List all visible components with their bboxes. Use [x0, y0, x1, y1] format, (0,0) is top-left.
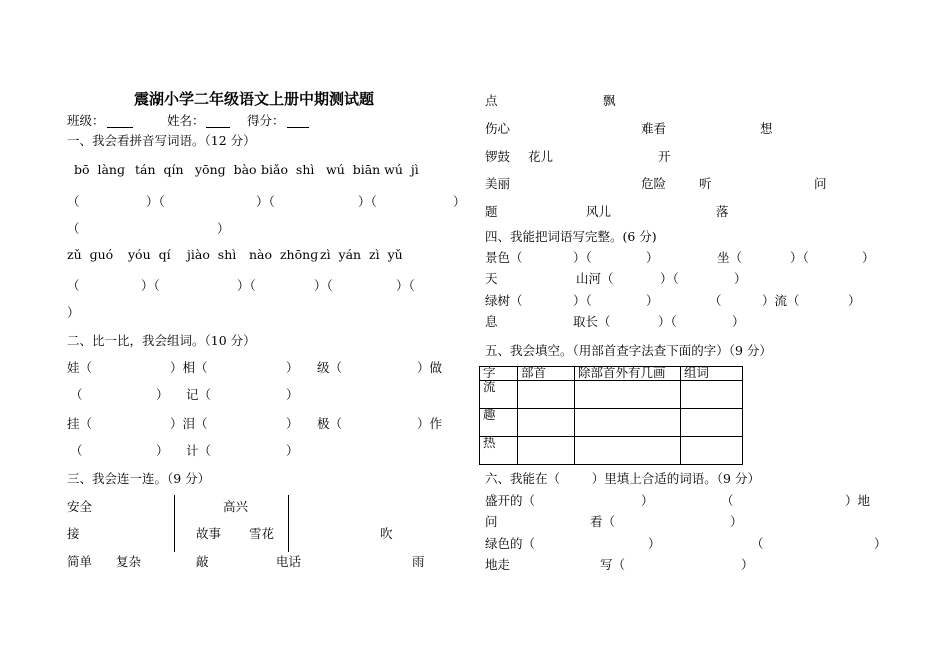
phrase-part[interactable]: 看（	[590, 514, 616, 529]
word-pair[interactable]: ）	[286, 387, 299, 402]
phrase-part[interactable]: ）（	[658, 314, 677, 329]
answer-paren[interactable]: （	[67, 194, 80, 209]
phrase-part[interactable]: 写（	[600, 557, 626, 572]
match-word[interactable]: 开	[658, 149, 671, 164]
word-pair[interactable]: ）作	[417, 416, 443, 431]
word-pair[interactable]: 级（	[317, 360, 343, 375]
match-word[interactable]: 难看	[641, 121, 667, 136]
match-word[interactable]: 接	[67, 526, 80, 541]
match-word[interactable]: 花儿	[528, 149, 554, 164]
phrase-part[interactable]: （	[721, 493, 734, 508]
word-pair[interactable]: 计（	[186, 443, 212, 458]
phrase-part[interactable]: ）	[848, 293, 861, 308]
match-word[interactable]: 复杂	[116, 554, 142, 569]
phrase-part[interactable]: ）	[648, 536, 661, 551]
phrase-part[interactable]: 问	[485, 514, 498, 529]
divider-line	[174, 495, 175, 552]
pinyin-word: nào zhōnɡ	[249, 247, 319, 262]
word-pair[interactable]: ）	[286, 443, 299, 458]
phrase-part[interactable]: 取长（	[573, 314, 611, 329]
divider-line	[288, 495, 289, 552]
phrase-part[interactable]: 绿色的（	[485, 536, 536, 551]
answer-paren[interactable]: ）	[217, 221, 230, 236]
phrase-part[interactable]: 地走	[485, 557, 511, 572]
word-pair[interactable]: ）	[286, 416, 299, 431]
section1-heading: 一、我会看拼音写词语。（12 分）	[67, 133, 256, 148]
match-word[interactable]: 点	[485, 93, 498, 108]
table-cell[interactable]	[575, 437, 681, 465]
phrase-part[interactable]: 景色（	[485, 250, 523, 265]
section5-heading: 五、我会填空。（用部首查字法查下面的字）（9 分）	[485, 343, 772, 358]
match-word[interactable]: 故事	[196, 526, 222, 541]
section4-heading: 四、我能把词语写完整。(6 分)	[485, 229, 657, 244]
pinyin-word: tán qín	[135, 162, 184, 177]
answer-paren[interactable]: ）（	[314, 278, 333, 293]
match-word[interactable]: 飘	[603, 93, 616, 108]
phrase-part[interactable]: ）	[874, 536, 887, 551]
match-word[interactable]: 雨	[412, 554, 425, 569]
answer-paren[interactable]: （	[67, 221, 80, 236]
match-word[interactable]: 落	[716, 204, 729, 219]
phrase-part[interactable]: ）	[730, 514, 743, 529]
pinyin-word: bō lànɡ	[70, 162, 125, 177]
word-pair[interactable]: ）做	[417, 360, 443, 375]
word-pair[interactable]: ）	[156, 387, 169, 402]
class-label: 班级：	[67, 113, 105, 128]
pinyin-word: yóu qí	[128, 247, 171, 262]
table-cell[interactable]	[518, 381, 575, 409]
match-word[interactable]: 伤心	[485, 121, 511, 136]
table-header: 除部首外有几画	[575, 367, 681, 381]
table-cell[interactable]	[681, 381, 743, 409]
score-label: 得分：	[247, 113, 285, 128]
answer-paren[interactable]: ）（	[141, 278, 160, 293]
phrase-part[interactable]: ）（	[573, 250, 592, 265]
table-cell[interactable]	[575, 409, 681, 437]
answer-paren[interactable]: ）（	[256, 194, 275, 209]
phrase-part[interactable]: ）	[734, 271, 747, 286]
match-word[interactable]: 雪花	[249, 526, 275, 541]
word-pair[interactable]: 极（	[317, 416, 343, 431]
match-word[interactable]: 美丽	[485, 176, 511, 191]
score-blank[interactable]	[287, 115, 309, 128]
pinyin-word: jiào shì	[187, 247, 237, 262]
phrase-part[interactable]: ）	[862, 250, 875, 265]
match-word[interactable]: 想	[760, 121, 773, 136]
match-word[interactable]: 简单	[67, 554, 93, 569]
name-label: 姓名：	[167, 113, 205, 128]
word-pair[interactable]: ）泪（	[170, 416, 208, 431]
table-header: 组词	[681, 367, 743, 381]
match-word[interactable]: 安全	[67, 499, 93, 514]
pinyin-word: biǎo shì	[261, 162, 315, 177]
table-cell-char: 趣	[480, 409, 518, 437]
phrase-part[interactable]: ）（	[660, 271, 679, 286]
match-word[interactable]: 高兴	[223, 499, 249, 514]
match-word[interactable]: 敲	[196, 554, 209, 569]
table-cell[interactable]	[518, 409, 575, 437]
table-cell[interactable]	[681, 437, 743, 465]
table-cell-char: 流	[480, 381, 518, 409]
match-word[interactable]: 题	[485, 204, 498, 219]
phrase-part[interactable]: ）	[741, 557, 754, 572]
pinyin-word: zǔ ɡuó	[67, 247, 114, 262]
answer-paren[interactable]: ）（	[358, 194, 377, 209]
phrase-part[interactable]: （	[751, 536, 764, 551]
class-blank[interactable]	[107, 115, 133, 128]
word-pair[interactable]: 记（	[186, 387, 212, 402]
answer-paren[interactable]: ）（	[396, 278, 415, 293]
phrase-part[interactable]: ）流（	[762, 293, 800, 308]
phrase-part[interactable]: ）地	[845, 493, 871, 508]
pinyin-word: wú biān wú jì	[326, 162, 419, 177]
phrase-part[interactable]: 盛开的（	[485, 493, 536, 508]
word-pair[interactable]: 挂（	[67, 416, 93, 431]
phrase-part[interactable]: 息	[485, 314, 498, 329]
phrase-part[interactable]: 山河（	[576, 271, 614, 286]
word-pair[interactable]: 娃（	[67, 360, 93, 375]
answer-paren[interactable]: （	[67, 278, 80, 293]
match-word[interactable]: 电话	[276, 554, 302, 569]
pinyin-word: yōnɡ bào	[195, 162, 257, 177]
section3-heading: 三、我会连一连。（9 分）	[67, 471, 211, 486]
phrase-part[interactable]: ）	[646, 293, 659, 308]
phrase-part[interactable]: ）（	[790, 250, 809, 265]
match-word[interactable]: 听	[699, 176, 712, 191]
match-word[interactable]: 危险	[641, 176, 667, 191]
match-word[interactable]: 风儿	[586, 204, 612, 219]
phrase-part[interactable]: （	[709, 293, 722, 308]
answer-paren[interactable]: ）（	[237, 278, 256, 293]
radical-table	[479, 366, 743, 465]
name-blank[interactable]	[206, 115, 230, 128]
phrase-part[interactable]: ）	[646, 250, 659, 265]
phrase-part[interactable]: ）	[641, 493, 654, 508]
phrase-part[interactable]: ）	[732, 314, 745, 329]
table-cell[interactable]	[518, 437, 575, 465]
word-pair[interactable]: （	[70, 443, 83, 458]
table-cell-char: 热	[480, 437, 518, 465]
word-pair[interactable]: ）	[156, 443, 169, 458]
table-header: 部首	[518, 367, 575, 381]
phrase-part[interactable]: 坐（	[717, 250, 743, 265]
phrase-part[interactable]: 绿树（	[485, 293, 523, 308]
section6-heading: 六、我能在（ ）里填上合适的词语。（9 分）	[485, 471, 760, 486]
match-word[interactable]: 吹	[380, 526, 393, 541]
match-word[interactable]: 锣鼓	[485, 149, 511, 164]
pinyin-word: zì yán zì yǔ	[320, 247, 403, 262]
word-pair[interactable]: （	[70, 387, 83, 402]
answer-paren[interactable]: ）（	[146, 194, 165, 209]
answer-paren[interactable]: ）	[67, 305, 80, 320]
page-title: 震湖小学二年级语文上册中期测试题	[134, 90, 375, 108]
table-cell[interactable]	[575, 381, 681, 409]
match-word[interactable]: 问	[814, 176, 827, 191]
answer-paren[interactable]: ）	[453, 194, 466, 209]
table-cell[interactable]	[681, 409, 743, 437]
phrase-part[interactable]: 天	[485, 271, 498, 286]
table-header: 字	[480, 367, 518, 381]
word-pair[interactable]: ）相（	[170, 360, 208, 375]
phrase-part[interactable]: ）（	[573, 293, 592, 308]
word-pair[interactable]: ）	[286, 360, 299, 375]
section2-heading: 二、比一比，我会组词。（10 分）	[67, 333, 256, 348]
